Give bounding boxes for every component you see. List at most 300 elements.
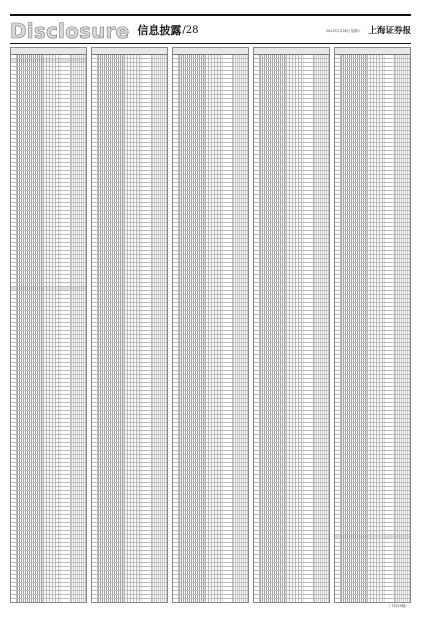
table-cell	[385, 331, 395, 334]
table-cell	[142, 247, 152, 250]
table-cell	[260, 523, 287, 526]
table-cell	[152, 203, 168, 206]
table-cell	[17, 375, 44, 378]
table-cell	[223, 503, 233, 506]
table-cell	[385, 519, 395, 522]
table-cell	[205, 579, 223, 582]
table-cell	[233, 67, 249, 70]
table-cell	[286, 547, 304, 550]
table-cell	[286, 315, 304, 318]
table-cell	[304, 491, 314, 494]
table-cell	[395, 359, 411, 362]
table-cell	[260, 287, 287, 290]
table-cell	[260, 499, 287, 502]
table-cell	[71, 71, 87, 74]
table-cell	[43, 191, 61, 194]
table-cell	[385, 563, 395, 566]
table-cell	[152, 319, 168, 322]
table-cell	[395, 155, 411, 158]
table-cell	[367, 591, 385, 594]
table-cell	[152, 559, 168, 562]
table-cell	[98, 527, 125, 530]
table-cell	[71, 163, 87, 166]
table-cell	[233, 539, 249, 542]
table-cell	[286, 203, 304, 206]
table-cell	[304, 227, 314, 230]
table-cell	[260, 319, 287, 322]
table-cell	[286, 135, 304, 138]
table-cell	[260, 343, 287, 346]
table-cell	[142, 575, 152, 578]
table-cell	[367, 187, 385, 190]
table-cell	[179, 163, 206, 166]
table-cell	[341, 455, 368, 458]
table-cell	[152, 243, 168, 246]
table-cell	[260, 219, 287, 222]
table-cell	[205, 103, 223, 106]
table-cell	[98, 287, 125, 290]
table-cell	[233, 323, 249, 326]
column-body	[92, 55, 167, 602]
table-cell	[260, 183, 287, 186]
table-cell	[367, 447, 385, 450]
table-cell	[341, 167, 368, 170]
table-cell	[71, 431, 87, 434]
table-cell	[152, 163, 168, 166]
table-cell	[61, 247, 71, 250]
table-cell	[61, 391, 71, 394]
table-cell	[43, 583, 61, 586]
table-cell	[286, 227, 304, 230]
table-cell	[385, 523, 395, 526]
table-cell	[385, 531, 395, 534]
table-cell	[260, 291, 287, 294]
table-cell	[98, 419, 125, 422]
table-cell	[304, 591, 314, 594]
table-cell	[314, 103, 330, 106]
table-cell	[124, 71, 142, 74]
table-cell	[43, 55, 61, 58]
table-cell	[205, 247, 223, 250]
table-cell	[124, 359, 142, 362]
table-cell	[152, 159, 168, 162]
table-cell	[314, 95, 330, 98]
table-cell	[152, 407, 168, 410]
table-cell	[61, 431, 71, 434]
table-cell	[395, 351, 411, 354]
table-cell	[223, 163, 233, 166]
table-cell	[142, 315, 152, 318]
table-cell	[223, 451, 233, 454]
table-cell	[71, 335, 87, 338]
table-cell	[223, 239, 233, 242]
table-cell	[61, 515, 71, 518]
table-cell	[286, 443, 304, 446]
table-cell	[43, 423, 61, 426]
table-cell	[205, 263, 223, 266]
table-cell	[314, 99, 330, 102]
table-cell	[260, 243, 287, 246]
table-cell	[385, 163, 395, 166]
table-cell	[367, 315, 385, 318]
table-cell	[205, 479, 223, 482]
table-cell	[152, 515, 168, 518]
table-cell	[314, 567, 330, 570]
table-cell	[142, 227, 152, 230]
table-cell	[260, 475, 287, 478]
table-cell	[98, 363, 125, 366]
table-cell	[61, 243, 71, 246]
table-cell	[71, 211, 87, 214]
table-cell	[142, 475, 152, 478]
table-cell	[142, 163, 152, 166]
table-cell	[260, 191, 287, 194]
table-cell	[98, 167, 125, 170]
table-cell	[304, 99, 314, 102]
table-cell	[205, 523, 223, 526]
table-cell	[142, 471, 152, 474]
table-cell	[43, 279, 61, 282]
table-cell	[385, 391, 395, 394]
table-cell	[260, 555, 287, 558]
table-cell	[314, 155, 330, 158]
table-cell	[179, 595, 206, 598]
table-cell	[260, 395, 287, 398]
table-cell	[98, 131, 125, 134]
table-cell	[71, 427, 87, 430]
table-cell	[98, 207, 125, 210]
table-cell	[179, 75, 206, 78]
table-cell	[341, 215, 368, 218]
table-cell	[341, 223, 368, 226]
table-cell	[233, 399, 249, 402]
table-cell	[179, 443, 206, 446]
table-cell	[43, 595, 61, 598]
table-cell	[223, 491, 233, 494]
table-cell	[17, 335, 44, 338]
table-cell	[260, 371, 287, 374]
table-cell	[71, 87, 87, 90]
table-cell	[223, 575, 233, 578]
table-cell	[179, 339, 206, 342]
table-cell	[152, 379, 168, 382]
table-cell	[223, 203, 233, 206]
table-cell	[260, 511, 287, 514]
table-cell	[341, 419, 368, 422]
table-cell	[205, 59, 223, 62]
table-cell	[152, 579, 168, 582]
table-cell	[17, 143, 44, 146]
table-cell	[179, 375, 206, 378]
table-cell	[71, 391, 87, 394]
table-cell	[98, 347, 125, 350]
table-cell	[286, 307, 304, 310]
table-cell	[260, 379, 287, 382]
table-cell	[367, 487, 385, 490]
table-cell	[205, 95, 223, 98]
table-cell	[205, 255, 223, 258]
table-cell	[395, 559, 411, 562]
table-cell	[17, 507, 44, 510]
table-cell	[385, 251, 395, 254]
table-cell	[61, 255, 71, 258]
table-cell	[124, 247, 142, 250]
table-cell	[17, 179, 44, 182]
table-cell	[61, 295, 71, 298]
table-cell	[233, 91, 249, 94]
table-cell	[124, 267, 142, 270]
table-cell	[286, 435, 304, 438]
table-cell	[205, 131, 223, 134]
table-cell	[152, 355, 168, 358]
table-cell	[341, 399, 368, 402]
table-cell	[304, 323, 314, 326]
table-cell	[152, 127, 168, 130]
table-cell	[142, 483, 152, 486]
table-cell	[223, 379, 233, 382]
table-cell	[17, 75, 44, 78]
table-cell	[223, 171, 233, 174]
table-cell	[341, 591, 368, 594]
table-cell	[395, 143, 411, 146]
table-cell	[367, 231, 385, 234]
table-cell	[367, 579, 385, 582]
table-cell	[385, 567, 395, 570]
table-cell	[98, 387, 125, 390]
table-cell	[304, 311, 314, 314]
table-cell	[61, 459, 71, 462]
table-cell	[260, 247, 287, 250]
table-cell	[71, 403, 87, 406]
table-cell	[142, 219, 152, 222]
table-cell	[304, 499, 314, 502]
table-cell	[205, 335, 223, 338]
table-cell	[314, 475, 330, 478]
table-cell	[260, 99, 287, 102]
table-cell	[395, 487, 411, 490]
table-cell	[61, 175, 71, 178]
table-cell	[385, 399, 395, 402]
table-cell	[179, 227, 206, 230]
table-cell	[367, 167, 385, 170]
table-cell	[124, 235, 142, 238]
table-cell	[395, 183, 411, 186]
table-cell	[43, 339, 61, 342]
table-cell	[124, 55, 142, 58]
table-cell	[223, 251, 233, 254]
table-cell	[304, 595, 314, 598]
table-cell	[205, 347, 223, 350]
table-cell	[179, 67, 206, 70]
table-cell	[367, 435, 385, 438]
table-cell	[233, 307, 249, 310]
table-cell	[152, 467, 168, 470]
table-cell	[304, 299, 314, 302]
table-cell	[142, 331, 152, 334]
table-cell	[205, 367, 223, 370]
table-cell	[179, 83, 206, 86]
table-cell	[341, 311, 368, 314]
table-cell	[98, 243, 125, 246]
table-cell	[304, 551, 314, 554]
table-cell	[260, 175, 287, 178]
table-cell	[179, 99, 206, 102]
table-cell	[314, 423, 330, 426]
table-cell	[61, 227, 71, 230]
table-cell	[304, 439, 314, 442]
table-cell	[341, 119, 368, 122]
table-cell	[17, 427, 44, 430]
table-cell	[124, 291, 142, 294]
table-cell	[205, 339, 223, 342]
table-cell	[223, 195, 233, 198]
table-cell	[71, 75, 87, 78]
table-cell	[341, 523, 368, 526]
table-cell	[233, 251, 249, 254]
table-cell	[367, 83, 385, 86]
table-cell	[98, 183, 125, 186]
table-cell	[17, 435, 44, 438]
table-cell	[223, 287, 233, 290]
table-cell	[61, 539, 71, 542]
table-cell	[179, 475, 206, 478]
table-cell	[233, 491, 249, 494]
table-cell	[286, 515, 304, 518]
table-cell	[314, 543, 330, 546]
table-cell	[341, 271, 368, 274]
table-cell	[152, 183, 168, 186]
table-cell	[223, 299, 233, 302]
table-cell	[223, 219, 233, 222]
table-cell	[395, 363, 411, 366]
table-cell	[286, 347, 304, 350]
table-cell	[152, 211, 168, 214]
table-cell	[17, 419, 44, 422]
table-cell	[124, 187, 142, 190]
table-cell	[205, 383, 223, 386]
table-cell	[395, 103, 411, 106]
table-cell	[98, 247, 125, 250]
table-cell	[124, 63, 142, 66]
table-cell	[367, 335, 385, 338]
table-cell	[71, 463, 87, 466]
table-cell	[260, 283, 287, 286]
table-cell	[205, 491, 223, 494]
table-cell	[124, 547, 142, 550]
table-cell	[233, 519, 249, 522]
table-cell	[233, 111, 249, 114]
table-cell	[304, 419, 314, 422]
table-cell	[341, 267, 368, 270]
table-cell	[304, 327, 314, 330]
table-cell	[142, 339, 152, 342]
table-cell	[43, 231, 61, 234]
table-cell	[124, 419, 142, 422]
table-cell	[124, 347, 142, 350]
table-cell	[223, 107, 233, 110]
table-cell	[142, 195, 152, 198]
table-cell	[205, 251, 223, 254]
table-cell	[142, 487, 152, 490]
table-cell	[395, 535, 411, 538]
table-cell	[142, 183, 152, 186]
table-cell	[314, 267, 330, 270]
table-cell	[341, 487, 368, 490]
table-cell	[71, 111, 87, 114]
table-cell	[395, 455, 411, 458]
table-cell	[260, 595, 287, 598]
table-cell	[61, 183, 71, 186]
table-cell	[260, 491, 287, 494]
table-cell	[233, 207, 249, 210]
table-cell	[43, 443, 61, 446]
table-cell	[314, 315, 330, 318]
table-cell	[367, 235, 385, 238]
table-cell	[142, 143, 152, 146]
table-cell	[17, 207, 44, 210]
table-cell	[233, 411, 249, 414]
table-cell	[17, 415, 44, 418]
table-cell	[385, 359, 395, 362]
table-cell	[395, 147, 411, 150]
table-cell	[17, 283, 44, 286]
table-cell	[385, 91, 395, 94]
table-cell	[286, 479, 304, 482]
table-cell	[124, 331, 142, 334]
table-cell	[98, 495, 125, 498]
table-cell	[304, 387, 314, 390]
table-cell	[43, 559, 61, 562]
table-cell	[385, 527, 395, 530]
table-cell	[314, 63, 330, 66]
table-cell	[98, 339, 125, 342]
table-cell	[124, 463, 142, 466]
table-cell	[395, 175, 411, 178]
table-cell	[17, 455, 44, 458]
table-cell	[233, 263, 249, 266]
table-cell	[367, 483, 385, 486]
table-cell	[98, 335, 125, 338]
table-cell	[17, 227, 44, 230]
table-cell	[124, 295, 142, 298]
table-cell	[314, 451, 330, 454]
table-cell	[152, 283, 168, 286]
table-cell	[385, 411, 395, 414]
table-cell	[385, 463, 395, 466]
table-cell	[98, 355, 125, 358]
table-cell	[260, 163, 287, 166]
table-cell	[341, 207, 368, 210]
table-cell	[395, 347, 411, 350]
table-cell	[223, 291, 233, 294]
table-cell	[124, 119, 142, 122]
table-cell	[179, 467, 206, 470]
table-cell	[341, 283, 368, 286]
table-cell	[142, 335, 152, 338]
table-cell	[395, 575, 411, 578]
table-cell	[395, 159, 411, 162]
table-cell	[223, 343, 233, 346]
table-cell	[152, 103, 168, 106]
table-cell	[367, 307, 385, 310]
table-cell	[260, 443, 287, 446]
table-cell	[142, 159, 152, 162]
table-cell	[98, 171, 125, 174]
table-cell	[142, 447, 152, 450]
table-cell	[304, 243, 314, 246]
table-cell	[260, 367, 287, 370]
table-cell	[17, 263, 44, 266]
